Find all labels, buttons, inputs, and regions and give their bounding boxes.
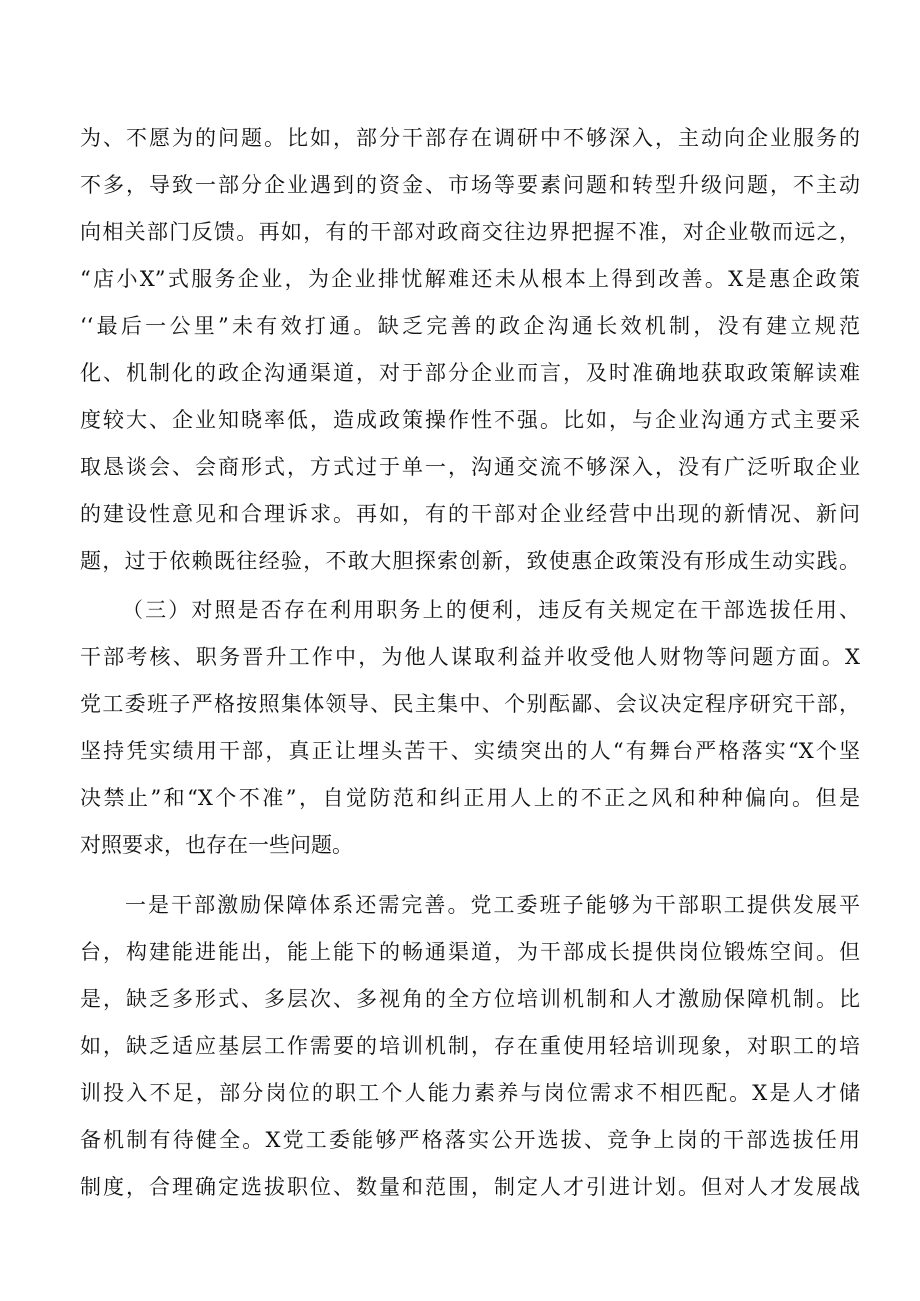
text-line: 如，缺乏适应基层工作需要的培训机制，存在重使用轻培训现象，对职工的培 xyxy=(80,1034,860,1058)
text-line: 坚持凭实绩用干部，真正让埋头苦干、实绩突出的人“有舞台严格落实“X个坚 xyxy=(80,739,860,763)
text-line: “店小X”式服务企业，为企业排忧解难还未从根本上得到改善。X是惠企政策 xyxy=(80,267,860,291)
text-line: 取恳谈会、会商形式，方式过于单一，沟通交流不够深入，没有广泛听取企业 xyxy=(80,455,860,479)
text-line: 决禁止”和“X个不准”，自觉防范和纠正用人上的不正之风和种种偏向。但是 xyxy=(80,786,860,810)
text-line: 不多，导致一部分企业遇到的资金、市场等要素问题和转型升级问题，不主动 xyxy=(80,173,860,197)
text-line: 题，过于依赖既往经验，不敢大胆探索创新，致使惠企政策没有形成生动实践。 xyxy=(80,549,860,573)
text-line: 干部考核、职务晋升工作中，为他人谋取利益并收受他人财物等问题方面。X xyxy=(80,645,860,669)
paragraph-first-line: 一是干部激励保障体系还需完善。党工委班子能够为干部职工提供发展平 xyxy=(125,893,860,917)
text-line: 对照要求，也存在一些问题。 xyxy=(80,833,353,857)
text-line: 制度，合理确定选拔职位、数量和范围，制定人才引进计划。但对人才发展战 xyxy=(80,1175,860,1199)
text-line: 度较大、企业知晓率低，造成政策操作性不强。比如，与企业沟通方式主要采 xyxy=(80,408,860,432)
text-line: 的建设性意见和合理诉求。再如，有的干部对企业经营中出现的新情况、新问 xyxy=(80,502,860,526)
text-line: 台，构建能进能出，能上能下的畅通渠道，为干部成长提供岗位锻炼空间。但 xyxy=(80,940,860,964)
text-line: 为、不愿为的问题。比如，部分干部存在调研中不够深入，主动向企业服务的 xyxy=(80,126,860,150)
text-line: 向相关部门反馈。再如，有的干部对政商交往边界把握不准，对企业敬而远之， xyxy=(80,220,860,244)
text-line: 化、机制化的政企沟通渠道，对于部分企业而言，及时准确地获取政策解读难 xyxy=(80,361,860,385)
text-line: 备机制有待健全。X党工委能够严格落实公开选拔、竞争上岗的干部选拔任用 xyxy=(80,1128,860,1152)
text-line: ‘‘最后一公里”未有效打通。缺乏完善的政企沟通长效机制，没有建立规范 xyxy=(80,314,860,338)
text-line: 党工委班子严格按照集体领导、民主集中、个别酝鄙、会议决定程序研究干部， xyxy=(80,692,860,716)
section-heading-line: （三）对照是否存在利用职务上的便利，违反有关规定在干部选拔任用、 xyxy=(122,598,860,622)
text-line: 是，缺乏多形式、多层次、多视角的全方位培训机制和人才激励保障机制。比 xyxy=(80,987,860,1011)
text-line: 训投入不足，部分岗位的职工个人能力素养与岗位需求不相匹配。X是人才储 xyxy=(80,1081,860,1105)
